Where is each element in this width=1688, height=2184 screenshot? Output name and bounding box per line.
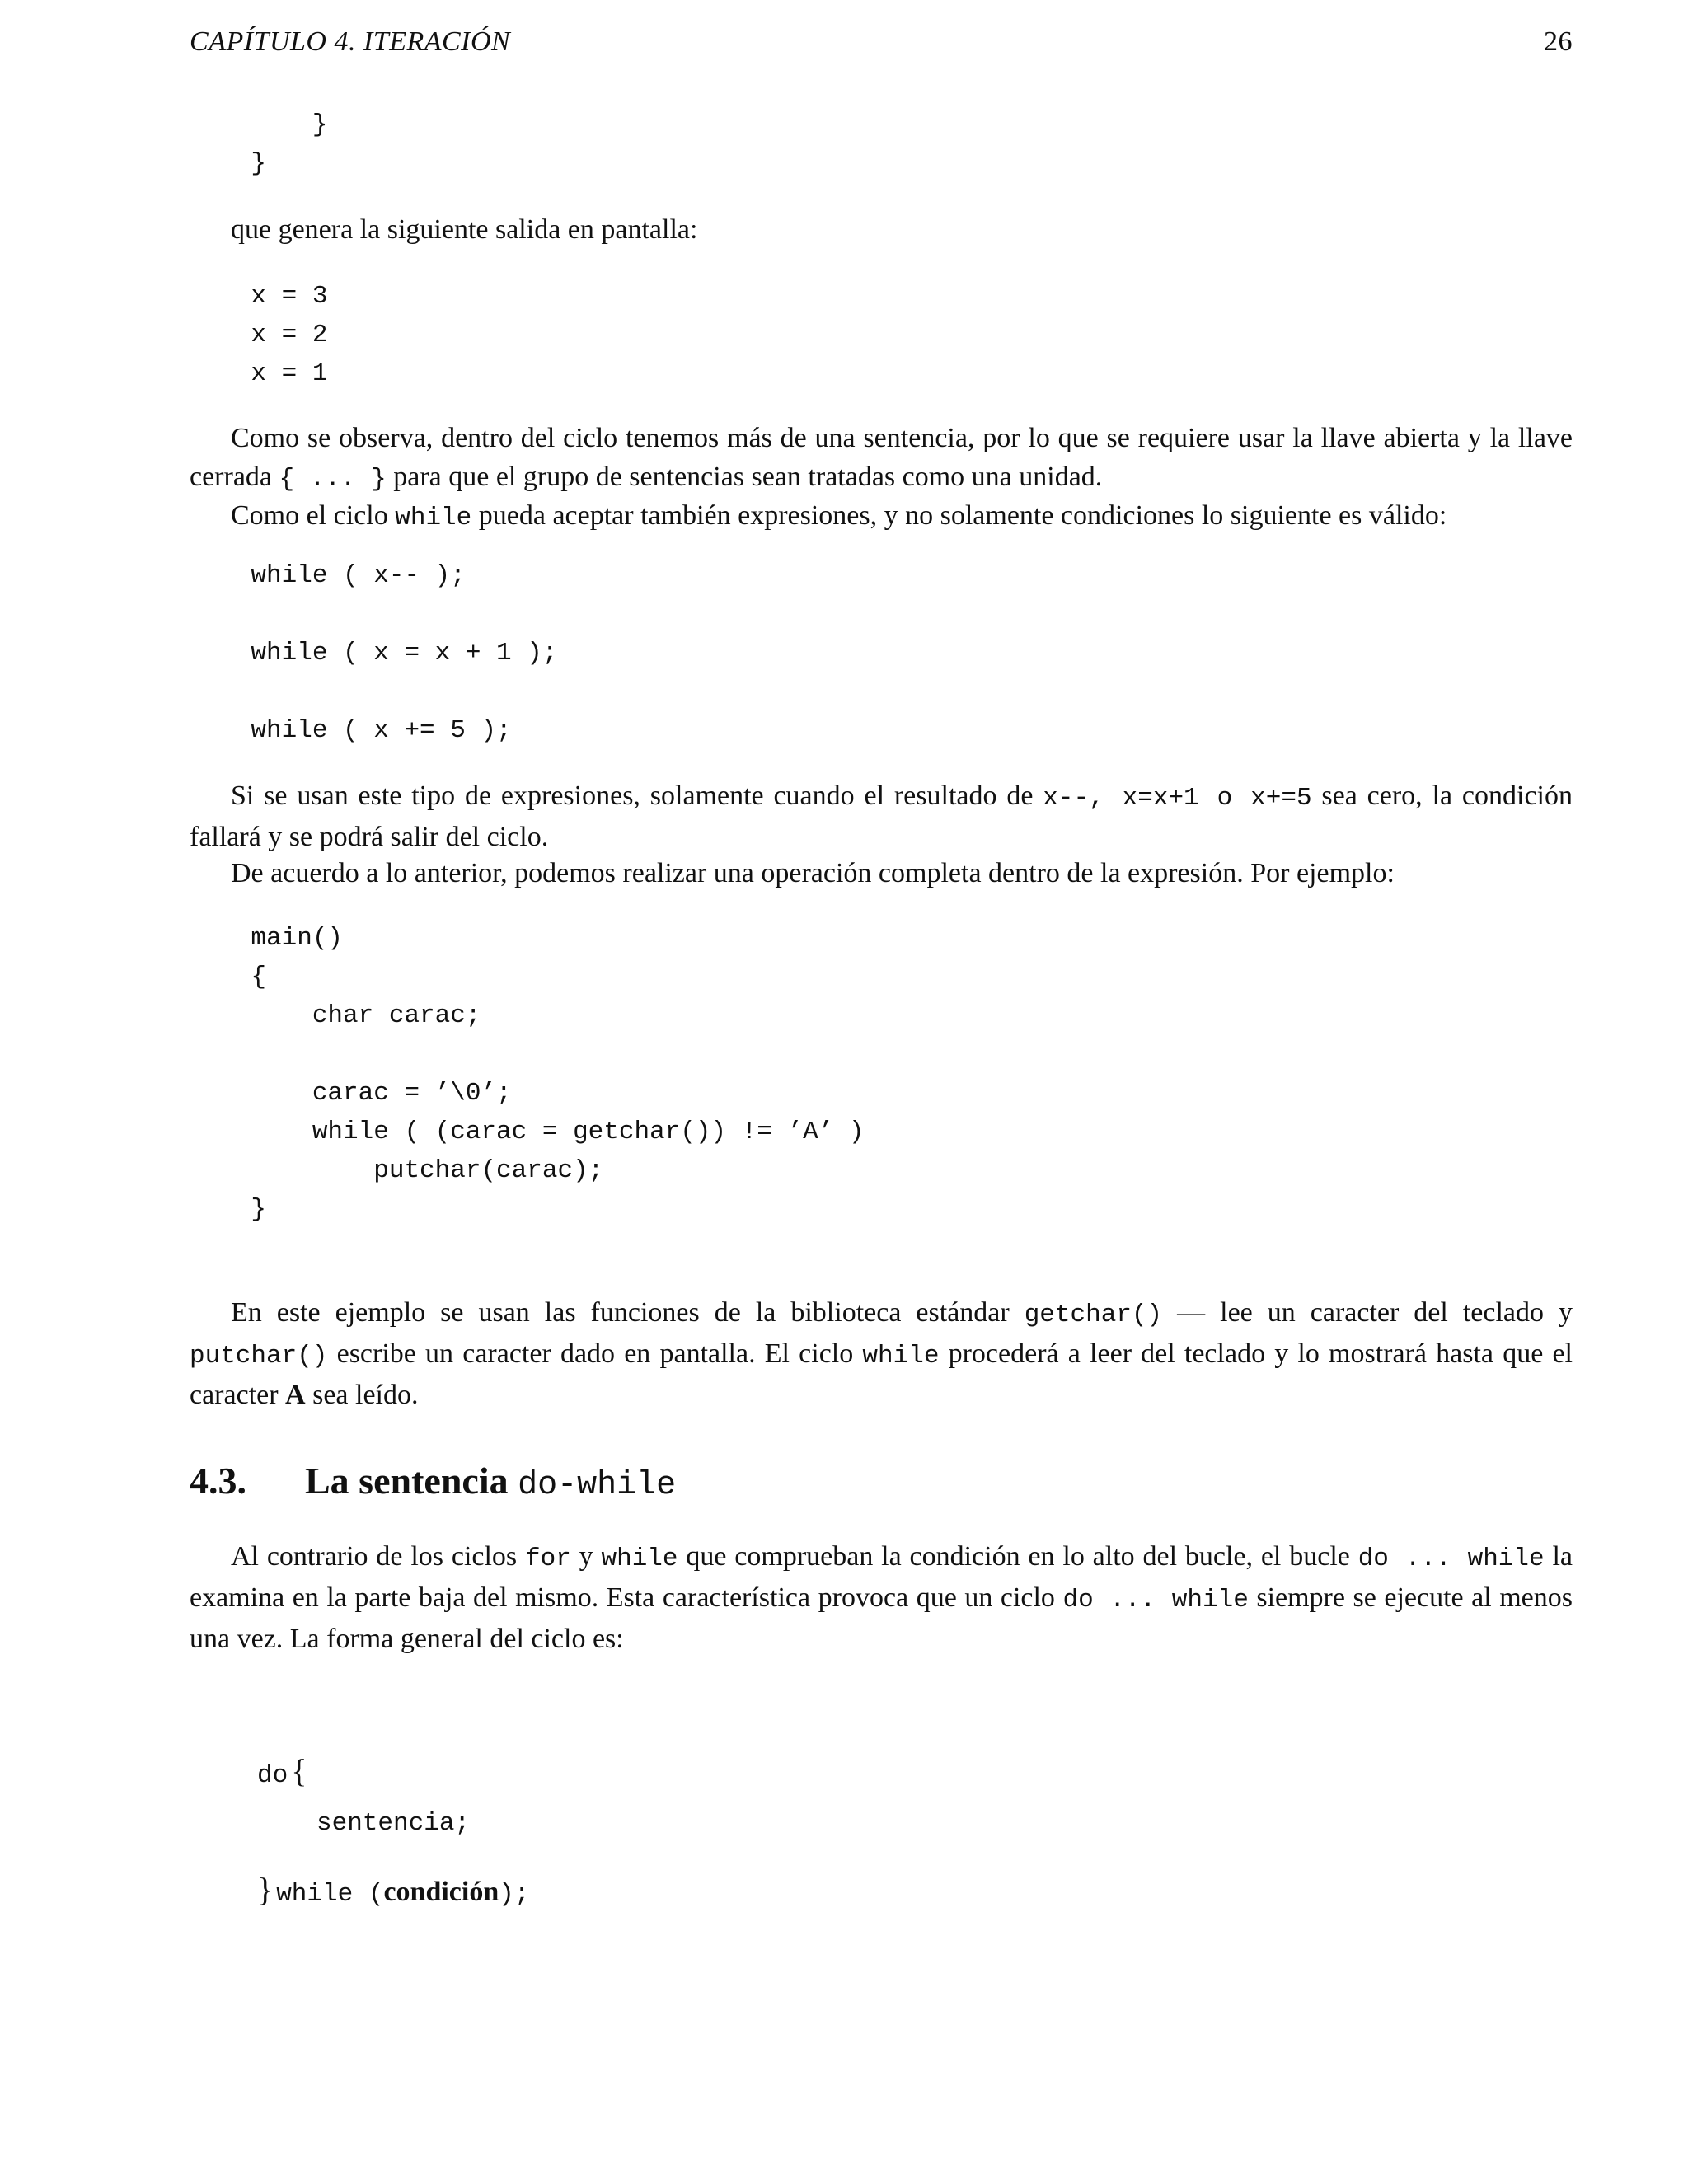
text-run: siempre se ejecute al menos una vez. La forma general del ciclo es: bbox=[190, 1582, 1573, 1654]
text-run: Si se usan este tipo de expresiones, solamente cuando el resultado de bbox=[231, 780, 1043, 811]
open-brace: { bbox=[291, 1752, 307, 1789]
running-header bbox=[190, 26, 1573, 58]
do-line bbox=[257, 1751, 1411, 1809]
inline-code: for bbox=[525, 1544, 571, 1573]
text-run: Al contrario de los ciclos bbox=[231, 1541, 525, 1572]
code-main-example: main() { char carac; carac = ’\0’; while ( (carac = getchar()) != ’A’ ) putchar(carac); } bbox=[251, 924, 865, 1224]
paragraph-output-intro: que genera la siguiente salida en pantalla: bbox=[231, 214, 698, 245]
text-run: En este ejemplo se usan las funciones de la biblioteca estándar bbox=[231, 1297, 1025, 1328]
text-run: que comprueban la condición en lo alto del bucle, el bucle bbox=[678, 1541, 1358, 1572]
text-run: para que el grupo de sentencias sean tratadas como una unidad. bbox=[386, 462, 1103, 492]
inline-code: do ... while bbox=[1062, 1586, 1249, 1615]
statement-end: ); bbox=[499, 1880, 530, 1909]
chapter-title: CAPÍTULO 4. ITERACIÓN bbox=[190, 26, 511, 57]
code-closing-braces: } } bbox=[251, 110, 328, 178]
while-keyword: while ( bbox=[276, 1880, 384, 1909]
do-keyword: do bbox=[257, 1761, 288, 1790]
paragraph-complete-operation: De acuerdo a lo anterior, podemos realizar una operación completa dentro de la expresión. Por ejemplo: bbox=[231, 858, 1395, 888]
text-run: Como se observa, dentro del ciclo tenemos más de una sentencia, por lo que se requiere usar la llave abierta y la llave cerrada bbox=[190, 423, 1573, 492]
paragraph-do-while-intro bbox=[190, 1537, 1573, 1658]
inline-code: putchar() bbox=[190, 1342, 328, 1371]
paragraph-expressions bbox=[190, 496, 1573, 537]
bold-text: A bbox=[285, 1380, 306, 1410]
page-number: 26 bbox=[1544, 26, 1573, 57]
text-run: escribe un caracter dado en pantalla. El ciclo bbox=[327, 1338, 863, 1369]
section-number: 4.3. bbox=[190, 1460, 246, 1502]
section-title-text: La sentencia bbox=[305, 1460, 518, 1502]
paragraph-getchar-putchar bbox=[190, 1293, 1573, 1414]
close-brace: } bbox=[257, 1871, 274, 1908]
text-run: sea cero, la condición fallará y se podrá salir del ciclo. bbox=[190, 780, 1573, 852]
text-run: — lee un caracter del teclado y bbox=[1162, 1297, 1573, 1328]
while-line bbox=[257, 1870, 1411, 1919]
inline-code: { ... } bbox=[279, 465, 387, 494]
inline-code: do ... while bbox=[1357, 1544, 1545, 1573]
text-run: sea leído. bbox=[305, 1380, 419, 1410]
do-while-general-form bbox=[257, 1751, 1411, 1919]
section-title-code: do-while bbox=[518, 1467, 677, 1504]
inline-code: getchar() bbox=[1024, 1301, 1163, 1329]
paragraph-zero-condition bbox=[190, 776, 1573, 856]
code-program-output: x = 3 x = 2 x = 1 bbox=[251, 282, 328, 388]
text-run: pueda aceptar también expresiones, y no solamente condiciones lo siguiente es válido: bbox=[471, 500, 1447, 531]
text-run: Como el ciclo bbox=[231, 500, 396, 531]
inline-code: while bbox=[601, 1544, 678, 1573]
paragraph-braces bbox=[190, 419, 1573, 499]
document-page bbox=[190, 0, 1573, 2184]
text-run: la examina en la parte baja del mismo. Esta característica provoca que un ciclo bbox=[190, 1541, 1573, 1613]
statement-line bbox=[257, 1809, 1411, 1870]
text-run: y bbox=[570, 1541, 602, 1572]
condition-placeholder: condición bbox=[383, 1877, 499, 1907]
section-heading bbox=[190, 1459, 1573, 1504]
text-run: procederá a leer del teclado y lo mostrará hasta que el caracter bbox=[190, 1338, 1573, 1410]
statement-placeholder: sentencia; bbox=[316, 1809, 471, 1838]
inline-code: while bbox=[395, 504, 472, 532]
code-while-examples: while ( x-- ); while ( x = x + 1 ); while ( x += 5 ); bbox=[251, 561, 558, 745]
inline-code: x--, x=x+1 o x+=5 bbox=[1043, 784, 1312, 813]
inline-code: while bbox=[862, 1342, 940, 1371]
